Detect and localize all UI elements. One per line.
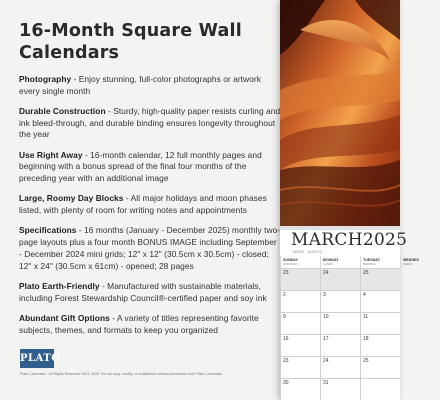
feature-item: [19, 74, 281, 97]
feature-item: [19, 313, 281, 336]
calendar-day-cell: 2: [280, 290, 320, 312]
month-name: MARCH: [291, 230, 363, 250]
month-year: 2025: [362, 230, 408, 250]
day-name: SUNDAY: [283, 258, 298, 262]
feature-text: - Sturdy, high-quality paper resists curling and ink bleed-through, and durable binding ensures longevity throughout the year: [19, 106, 281, 140]
calendar-day-cell: 9: [280, 312, 320, 334]
calendar-day-cell: 24: [320, 356, 360, 378]
feature-heading: Durable Construction: [19, 106, 106, 116]
calendar-day-cell: 16: [280, 334, 320, 356]
calendar-day-cell: 30: [280, 378, 320, 400]
feature-list: [19, 74, 281, 345]
calendar-day-cell: 17: [320, 334, 360, 356]
day-header: [360, 256, 400, 268]
calendar-day-cell: 31: [320, 378, 360, 400]
day-name: WEDNES: [403, 258, 419, 262]
feature-text: - Enjoy stunning, full-color photographs or artwork every single month: [19, 74, 261, 96]
calendar-day-cell: 11: [360, 312, 400, 334]
feature-item: [19, 150, 281, 185]
calendar-product-image: [280, 0, 419, 400]
day-header: [320, 256, 360, 268]
calendar-day-cell: 10: [320, 312, 360, 334]
legal-text: Plato Calendars · All Rights Reserved 2024, 2025. Do not copy, modify, or redistribute without permission from Plato Calendars.: [20, 372, 223, 376]
calendar-day-cell: [360, 378, 400, 400]
feature-text: - 16-month calendar, 12 full monthly pages and beginning with a bonus spread of the final four months of the preceding year with an additional image: [19, 149, 262, 184]
feature-heading: Specifications: [19, 225, 77, 236]
calendar-month-subtitle: MARS · MARZO: [293, 250, 323, 254]
calendar-day-cell: 4: [360, 290, 400, 312]
day-header: [400, 256, 440, 268]
calendar-day-cell: 24: [320, 268, 360, 290]
feature-text: - 16 months (January - December 2025) monthly two-page layouts plus a four month BONUS IMAGE including September - December 2024 mini grids; 12" x 12" (30.5cm x 30.5cm) - closed; 12" x 24" (30.5cm x 61cm) - opened; 28 pages: [19, 225, 281, 271]
calendar-day-cell: 18: [360, 334, 400, 356]
feature-item: [19, 193, 281, 216]
calendar-month-title: [291, 230, 407, 250]
feature-heading: Photography: [19, 74, 72, 84]
plato-logo: PLATO: [20, 349, 54, 368]
calendar-day-cell: 23: [280, 356, 320, 378]
feature-heading: Large, Roomy Day Blocks: [19, 193, 124, 204]
calendar-day-cell: 25: [360, 268, 400, 290]
feature-item: [19, 106, 281, 141]
feature-text: - All major holidays and moon phases listed, with plenty of room for writing notes and appointments: [19, 193, 267, 216]
calendar-day-cell: 25: [360, 356, 400, 378]
feature-heading: Abundant Gift Options: [19, 312, 110, 323]
day-subname: LUNES: [323, 262, 334, 266]
day-name: TUESDAY: [363, 258, 380, 262]
calendar-day-cell: 3: [320, 290, 360, 312]
canyon-photo: [280, 0, 400, 226]
calendar-grid: [280, 268, 400, 400]
feature-item: [19, 281, 281, 304]
feature-text: - A variety of titles representing favorite subjects, themes, and formats to keep you organized: [19, 312, 259, 335]
day-subname: MARTES: [363, 262, 376, 266]
day-subname: DOMINGO: [283, 262, 298, 266]
day-subname: MIÉRC: [403, 262, 413, 266]
feature-heading: Plato Earth-Friendly: [19, 280, 100, 291]
feature-heading: Use Right Away: [19, 149, 83, 160]
calendar-day-cell: 23: [280, 268, 320, 290]
day-name: MONDAY: [323, 258, 339, 262]
feature-text: - Manufactured with sustainable materials, including Forest Stewardship Council®-certified paper and soy ink: [19, 280, 267, 303]
day-header: [280, 256, 320, 268]
page-title: 16-Month Square Wall Calendars: [19, 21, 242, 63]
feature-item: [19, 225, 281, 272]
